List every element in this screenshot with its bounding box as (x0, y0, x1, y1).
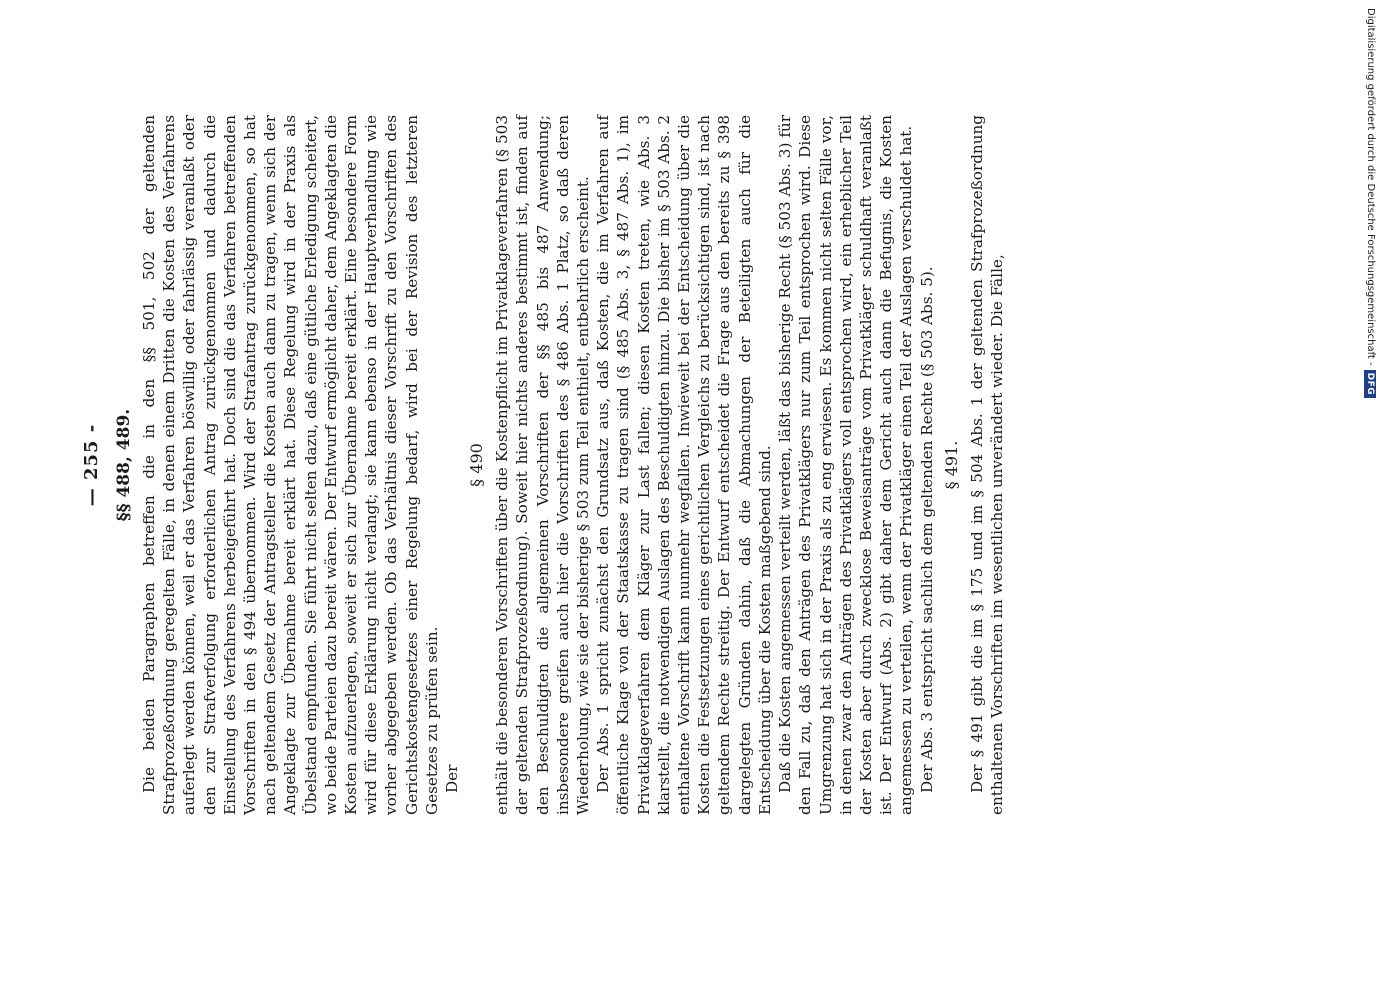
section-heading-488-489: §§ 488, 489. (114, 408, 134, 522)
paragraph-488-489: Die beiden Paragraphen betreffen die in den §§ 501, 502 der geltenden Strafprozeßordnung geregelten Fälle, in denen einem Dritten die Kosten des Verfahrens auferlegt werden können, weil er das Verfahren böswillig oder fahrlässig veranlaßt oder den zur Strafverfolgung erforderlichen Antrag zurückgenommen und dadurch die Einstellung des Verfahrens herbeigeführt hat. Doch sind die das Verfahren betreffenden Vorschriften in den § 494 übernommen. Wird der Strafantrag zurückgenommen, so hat nach geltendem Gesetz der Antragsteller die Kosten auch dann zu tragen, wenn sich der Angeklagte zur Übernahme bereit erklärt hat. Diese Regelung wird in der Praxis als Übelstand empfunden. Sie führt nicht selten dazu, daß eine gütliche Erledigung scheitert, wo beide Parteien dazu bereit wären. Der Entwurf ermöglicht daher, dem Angeklagten die Kosten aufzuerlegen, soweit er sich zur Übernahme bereit erklärt. Eine besondere Form wird für diese Erklärung nicht verlangt; sie kann ebenso in der Hauptverhandlung wie vorher abgegeben werden. Ob das Verhältnis dieser Vorschrift zu den Vorschriften des Gerichtskostengesetzes einer Regelung bedarf, wird bei der Revision des letzteren Gesetzes zu prüfen sein. (140, 115, 441, 815)
credit-text: Digitalisierung gefördert durch die Deutsche Forschungsgemeinschaft - (1365, 8, 1376, 366)
paragraph-lead-der: Der (443, 764, 462, 793)
paragraph-490-abs3: Der Abs. 3 entspricht sachlich dem geltenden Rechte (§ 503 Abs. 5). (917, 266, 936, 793)
paragraph-490-abs1: Der Abs. 1 spricht zunächst den Grundsatz aus, daß Kosten, die im Verfahren auf öffentliche Klage von der Staatskasse zu tragen sind (§ 485 Abs. 3, § 487 Abs. 1), im Privatklageverfahren dem Kläger zur Last fallen; diesen Kosten treten, wie Abs. 3 klarstellt, die notwendigen Auslagen des Beschuldigten hinzu. Die bisher im § 503 Abs. 2 enthaltene Vorschrift kann nunmehr wegfallen. Inwieweit bei der Entscheidung über die Kosten die Festsetzungen eines gerichtlichen Vergleichs zu berücksichtigen sind, ist nach geltendem Rechte streitig. Der Entwurf entscheidet die Frage aus den bereits zu § 398 dargelegten Gründen dahin, daß die Abmachungen der Beteiligten auch für die Entscheidung über die Kosten maßgebend sind. (594, 115, 774, 815)
paragraph-490-intro: enthält die besonderen Vorschriften über die Kostenpflicht im Privatklageverfahren (§ 503 der geltenden Strafprozeßordnung). Soweit hier nichts anderes bestimmt ist, finden auf den Beschuldigten die allgemeinen Vorschriften der §§ 485 bis 487 Anwendung; insbesondere greifen auch hier die Vorschriften des § 486 Abs. 1 Platz, so daß deren Wiederholung, wie sie der bisherige § 503 zum Teil enthielt, entbehrlich erscheint. (493, 115, 593, 815)
paragraph-490-abs2: Daß die Kosten angemessen verteilt werden, läßt das bisherige Recht (§ 503 Abs. 3) für den Fall zu, daß den Anträgen des Privatklägers nur zum Teil entsprochen wird. Diese Umgrenzung hat sich in der Praxis als zu eng erwiesen. Es kommen nicht selten Fälle vor, in denen zwar den Anträgen des Privatklägers voll entsprochen wird, ein erheblicher Teil der Kosten aber durch zwecklose Beweisanträge vom Privatkläger schuldhaft veranlaßt ist. Der Entwurf (Abs. 2) gibt daher dem Gericht auch dann die Befugnis, die Kosten angemessen zu verteilen, wenn der Privatkläger einen Teil der Auslagen verschuldet hat. (776, 115, 916, 815)
page-number: — 255 - (81, 423, 102, 507)
paragraph-491: Der § 491 gibt die im § 175 und im § 504 Abs. 1 der geltenden Strafprozeßordnung enthaltenen Vorschriften im wesentlichen unverändert wieder. Die Fälle, (967, 115, 1006, 815)
dfg-credit-line (1364, 8, 1376, 398)
dfg-logo: DFG (1364, 370, 1376, 399)
section-heading-491: § 491. (941, 440, 961, 490)
rotated-document-page (75, 115, 1255, 815)
section-heading-490: § 490 (467, 443, 487, 487)
